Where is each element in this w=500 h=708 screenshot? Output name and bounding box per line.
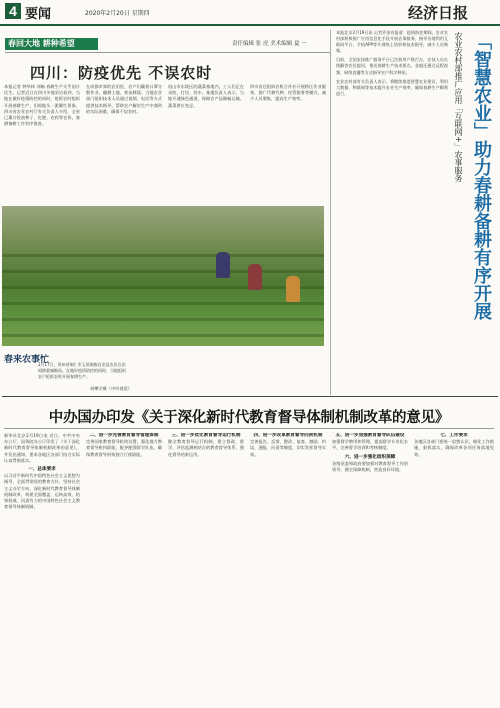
side-story-col-1: 本报北京2月19日讯 记者乔金亮报道：疫情防控期间，农业农村部积极推广应用信息化手段开展农事服务，指导各地利用互联网平台、手机APP等开展线上培训和技术指导，减少人员聚集。 bbox=[336, 30, 448, 54]
photo-title: 春来农事忙 bbox=[4, 355, 50, 365]
crop-row bbox=[2, 254, 324, 257]
farmer-figure bbox=[248, 264, 262, 290]
section-text: 各地区各部门要统一思想认识，细化工作措施，狠抓落实，确保改革各项任务落地见效。 bbox=[414, 439, 494, 457]
farmer-figure bbox=[286, 276, 300, 302]
top-story-headline: 四川：防疫优先 不误农时 bbox=[30, 64, 213, 82]
side-story-body bbox=[336, 30, 448, 390]
bottom-col-2 bbox=[86, 433, 162, 705]
top-story-col-4: 四川省还组织农机合作社开展跨区作业服务，推广代耕代种、托管服务等模式，减少人员聚集，提高生产效率。 bbox=[250, 84, 326, 102]
issue-date: 2020年2月20日 星期四 bbox=[85, 10, 150, 17]
crop-row bbox=[2, 270, 324, 273]
section-text: 完善国家教育督导机构设置，强化地方教育督导机构职能，配齐配强督学队伍，确保教育督导机构独立行使职能。 bbox=[86, 439, 162, 457]
newspaper-logo: 经济日报 bbox=[408, 4, 469, 22]
bottom-col-5 bbox=[332, 433, 408, 705]
headline-rule bbox=[4, 428, 494, 429]
bottom-col-1 bbox=[4, 433, 80, 705]
farm-photo bbox=[2, 206, 324, 346]
crop-row bbox=[2, 302, 324, 305]
bottom-col-4 bbox=[250, 433, 326, 705]
section-heading: 一、总体要求 bbox=[28, 467, 56, 473]
section-heading: 四、进一步改革教育督导问责机制 bbox=[253, 433, 323, 438]
side-story-col-2: 目前，全国农技推广服务平台已注册用户数百万，农技人员在线解答农民提问，推送春耕生产技术要点。各地还通过远程视频、网络直播等方式指导农户科学种田。 bbox=[336, 57, 448, 75]
crop-row bbox=[2, 318, 324, 321]
bottom-col-3 bbox=[168, 433, 244, 705]
section-heading: 三、进一步优化教育督导运行机制 bbox=[171, 433, 241, 438]
section-text: 健全教育督导运行机制，建立督政、督学、评估监测相结合的教育督导体系，强化督导结果运用。 bbox=[168, 439, 244, 457]
crop-row bbox=[2, 286, 324, 289]
section-heading: 二、进一步完善教育督导管理体制 bbox=[89, 433, 159, 438]
section-heading: 七、工作要求 bbox=[440, 433, 468, 438]
page-number: 4 bbox=[5, 3, 21, 19]
header-rule bbox=[0, 24, 500, 26]
section-heading: 六、进一步强化组织保障 bbox=[344, 454, 396, 460]
side-story-headline: 「智慧农业」助力春耕备耕有序开展 bbox=[471, 32, 492, 320]
top-story-col-1: 本报记者 钟华林 刘畅 春耕生产关乎国计民生。记者近日在四川多地采访看到，当地在做好疫情防控的同时，抢抓农时组织开展春耕生产，田间地头一派繁忙景象。四川省农业农村厅有关负责人介绍，全省已累计投放种子、化肥、农药等农资，春耕备耕工作有序推进。 bbox=[4, 84, 80, 127]
crop-row bbox=[2, 334, 324, 337]
section-text: 各级党委和政府要加强对教育督导工作的领导，健全保障机制，营造良好环境。 bbox=[332, 460, 408, 473]
photo-credit: 胡攀学摄（中经视觉） bbox=[90, 386, 132, 391]
bottom-col-6 bbox=[414, 433, 494, 705]
section-text: 加强督学聘用和管理，提高督学专业化水平，完善督学培训和考核制度。 bbox=[332, 439, 408, 451]
story-separator bbox=[2, 396, 498, 397]
side-story-col-3: 农业农村部有关负责人表示，将继续推进智慧农业建设，利用大数据、物联网等技术提升农业生产效率，确保春耕生产顺利进行。 bbox=[336, 78, 448, 96]
side-story-subhead: 农业农村部推广应用「互联网+」农事服务 bbox=[454, 32, 463, 183]
section-heading: 五、进一步加强教育督导队伍建设 bbox=[335, 433, 405, 438]
column-divider bbox=[330, 30, 331, 395]
bottom-story-headline: 中办国办印发《关于深化新时代教育督导体制机制改革的意见》 bbox=[48, 409, 450, 426]
editor-credits: 责任编辑 张 虎 美术编辑 夏 一 bbox=[232, 41, 307, 47]
section-text: 以习近平新时代中国特色社会主义思想为指导，全面贯彻党的教育方针，坚持社会主义办学方向，深化新时代教育督导体制机制改革，构建全面覆盖、运转高效、结果权威、问责有力的中国特色社会主义教育督导体制机制。 bbox=[4, 473, 80, 510]
column-banner: 春回大地 耕种希望 bbox=[5, 38, 98, 50]
photo-caption: 2月17日，贵州省铜仁市玉屏侗族自治县农民在田间移栽辣椒苗。在做好疫情防控的同时，当地组织农户抢抓农时开展春耕生产。 bbox=[38, 362, 126, 379]
farmer-figure bbox=[216, 252, 230, 278]
bottom-intro: 新华社北京2月19日电 近日，中共中央办公厅、国务院办公厅印发了《关于深化新时代教育督导体制机制改革的意见》，并发出通知，要求各地区各部门结合实际认真贯彻落实。 bbox=[4, 433, 80, 463]
top-story-col-2: 在成都市郊的农田里，农户们戴着口罩分散作业，翻耕土地、育苗移栽。当地农业部门组织技术人员通过视频、电话等方式提供技术指导，帮助农户解决生产中遇到的实际困难，确保不误农时。 bbox=[86, 84, 162, 114]
top-story-col-3: 眉山市东坡区的蔬菜基地内，工人们正在采收、打包、装车。基地负责人表示，当地开通绿色通道，保障农产品顺畅运输，蔬菜供应充足。 bbox=[168, 84, 244, 108]
banner-rule bbox=[5, 52, 330, 53]
section-name: 要闻 bbox=[25, 7, 52, 22]
section-text: 完善报告、反馈、整改、复查、激励、约谈、通报、问责等制度，切实发挥督导实效。 bbox=[250, 439, 326, 457]
